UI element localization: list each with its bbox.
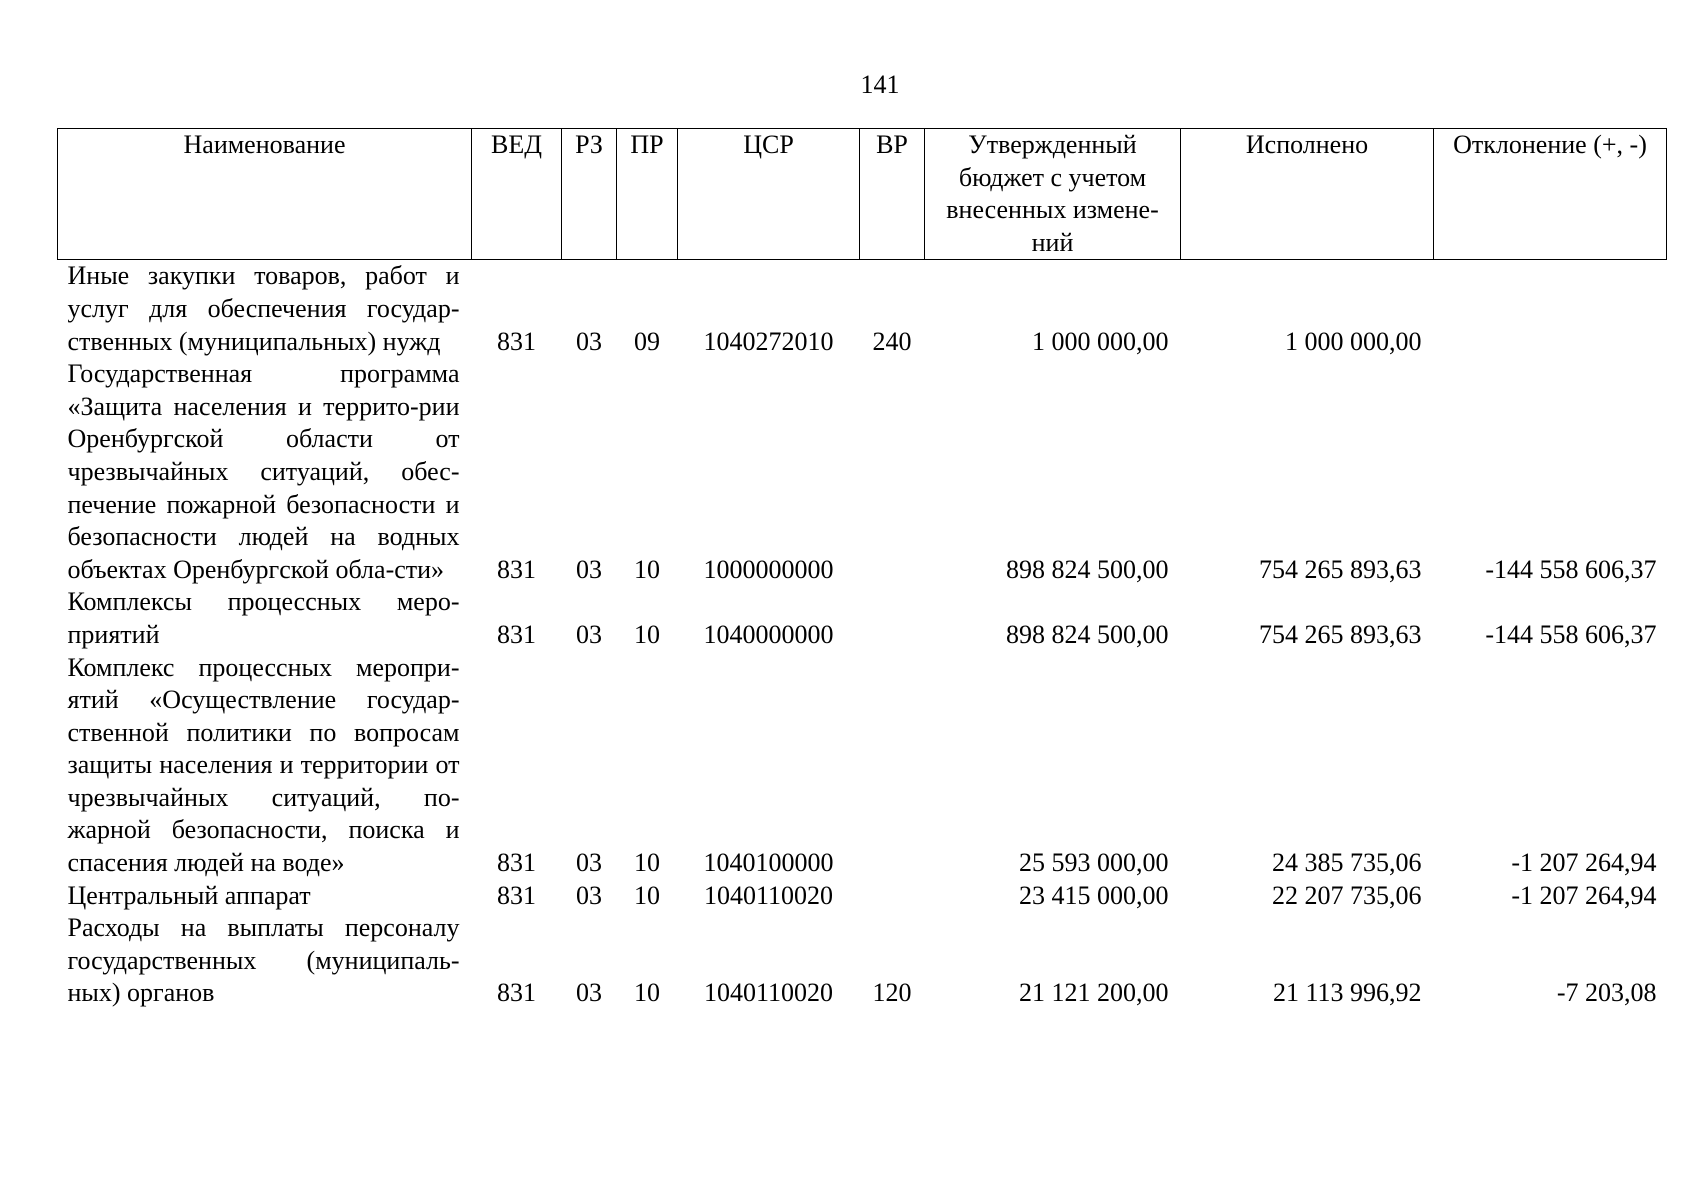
header-name: Наименование [58, 129, 472, 260]
row-approved: 21 121 200,00 [1019, 978, 1169, 1008]
table-row [58, 358, 1667, 586]
row-executed: 1 000 000,00 [1285, 326, 1422, 356]
header-approved: Утвержденный бюджет с учетом внесенных измене-ний [925, 129, 1181, 260]
row-vr [860, 880, 925, 913]
row-vr [860, 652, 925, 880]
row-ved: 831 [497, 848, 536, 878]
row-deviation: -1 207 264,94 [1511, 880, 1657, 910]
header-vr: ВР [860, 129, 925, 260]
row-vr: 120 [872, 978, 912, 1008]
table-row [58, 880, 1667, 913]
row-ved: 831 [497, 326, 536, 356]
row-pr: 10 [634, 619, 660, 649]
row-approved: 898 824 500,00 [1006, 554, 1169, 584]
row-approved: 898 824 500,00 [1006, 619, 1169, 649]
row-approved: 1 000 000,00 [1032, 326, 1169, 356]
budget-execution-table [57, 128, 1667, 1010]
row-rz: 03 [576, 880, 602, 910]
row-name: Комплекс процессных меропри-ятий «Осуществление государ-ственной политики по вопросам защиты населения и территории от чрезвычайных ситуаций, по-жарной безопасности, поиска и спасения людей на воде» [67, 652, 460, 878]
row-csr: 1000000000 [703, 554, 834, 584]
row-approved: 25 593 000,00 [1019, 848, 1169, 878]
table-row [58, 652, 1667, 880]
row-csr: 1040110020 [703, 978, 834, 1008]
row-rz: 03 [576, 326, 602, 356]
row-name: Центральный аппарат [67, 880, 311, 910]
row-csr: 1040110020 [703, 880, 834, 910]
row-ved: 831 [497, 978, 536, 1008]
row-ved: 831 [497, 554, 536, 584]
table-row [58, 912, 1667, 1010]
row-rz: 03 [576, 848, 602, 878]
row-vr: 240 [872, 326, 912, 356]
row-pr: 10 [634, 978, 660, 1008]
row-ved: 831 [497, 619, 536, 649]
row-pr: 10 [634, 554, 660, 584]
row-rz: 03 [576, 619, 602, 649]
row-executed: 754 265 893,63 [1259, 619, 1422, 649]
header-ved: ВЕД [472, 129, 562, 260]
row-executed: 22 207 735,06 [1272, 880, 1422, 910]
row-name: Расходы на выплаты персоналу государственных (муниципаль-ных) органов [67, 913, 460, 1008]
header-deviation: Отклонение (+, -) [1434, 129, 1667, 260]
row-pr: 10 [634, 848, 660, 878]
row-name: Комплексы процессных меро-приятий [67, 587, 460, 649]
row-csr: 1040000000 [703, 619, 834, 649]
row-deviation: -1 207 264,94 [1511, 848, 1657, 878]
row-deviation: -144 558 606,37 [1485, 554, 1657, 584]
row-deviation: -7 203,08 [1556, 978, 1657, 1008]
row-pr: 09 [634, 326, 660, 356]
header-csr: ЦСР [678, 129, 860, 260]
row-deviation: -144 558 606,37 [1485, 619, 1657, 649]
row-vr [860, 358, 925, 586]
row-vr [860, 586, 925, 651]
row-csr: 1040272010 [703, 326, 834, 356]
row-rz: 03 [576, 978, 602, 1008]
row-executed: 21 113 996,92 [1272, 978, 1422, 1008]
page-number: 141 [860, 70, 900, 99]
row-ved: 831 [497, 880, 536, 910]
table-header-row [58, 129, 1667, 260]
row-pr: 10 [634, 880, 660, 910]
row-deviation [1434, 260, 1667, 358]
header-rz: РЗ [562, 129, 617, 260]
row-name: Иные закупки товаров, работ и услуг для обеспечения государ-ственных (муниципальных) нужд [67, 261, 460, 356]
header-executed: Исполнено [1181, 129, 1434, 260]
row-executed: 754 265 893,63 [1259, 554, 1422, 584]
row-approved: 23 415 000,00 [1019, 880, 1169, 910]
row-executed: 24 385 735,06 [1272, 848, 1422, 878]
row-name: Государственная программа «Защита населения и террито-рии Оренбургской области от чрезвычайных ситуаций, обес-печение пожарной безопасности и безопасности людей на водных объектах Оренбургской обла-сти» [67, 359, 460, 584]
budget-table-container [57, 128, 1666, 1010]
header-pr: ПР [617, 129, 678, 260]
table-row [58, 586, 1667, 651]
row-rz: 03 [576, 554, 602, 584]
table-row [58, 260, 1667, 358]
row-csr: 1040100000 [703, 848, 834, 878]
